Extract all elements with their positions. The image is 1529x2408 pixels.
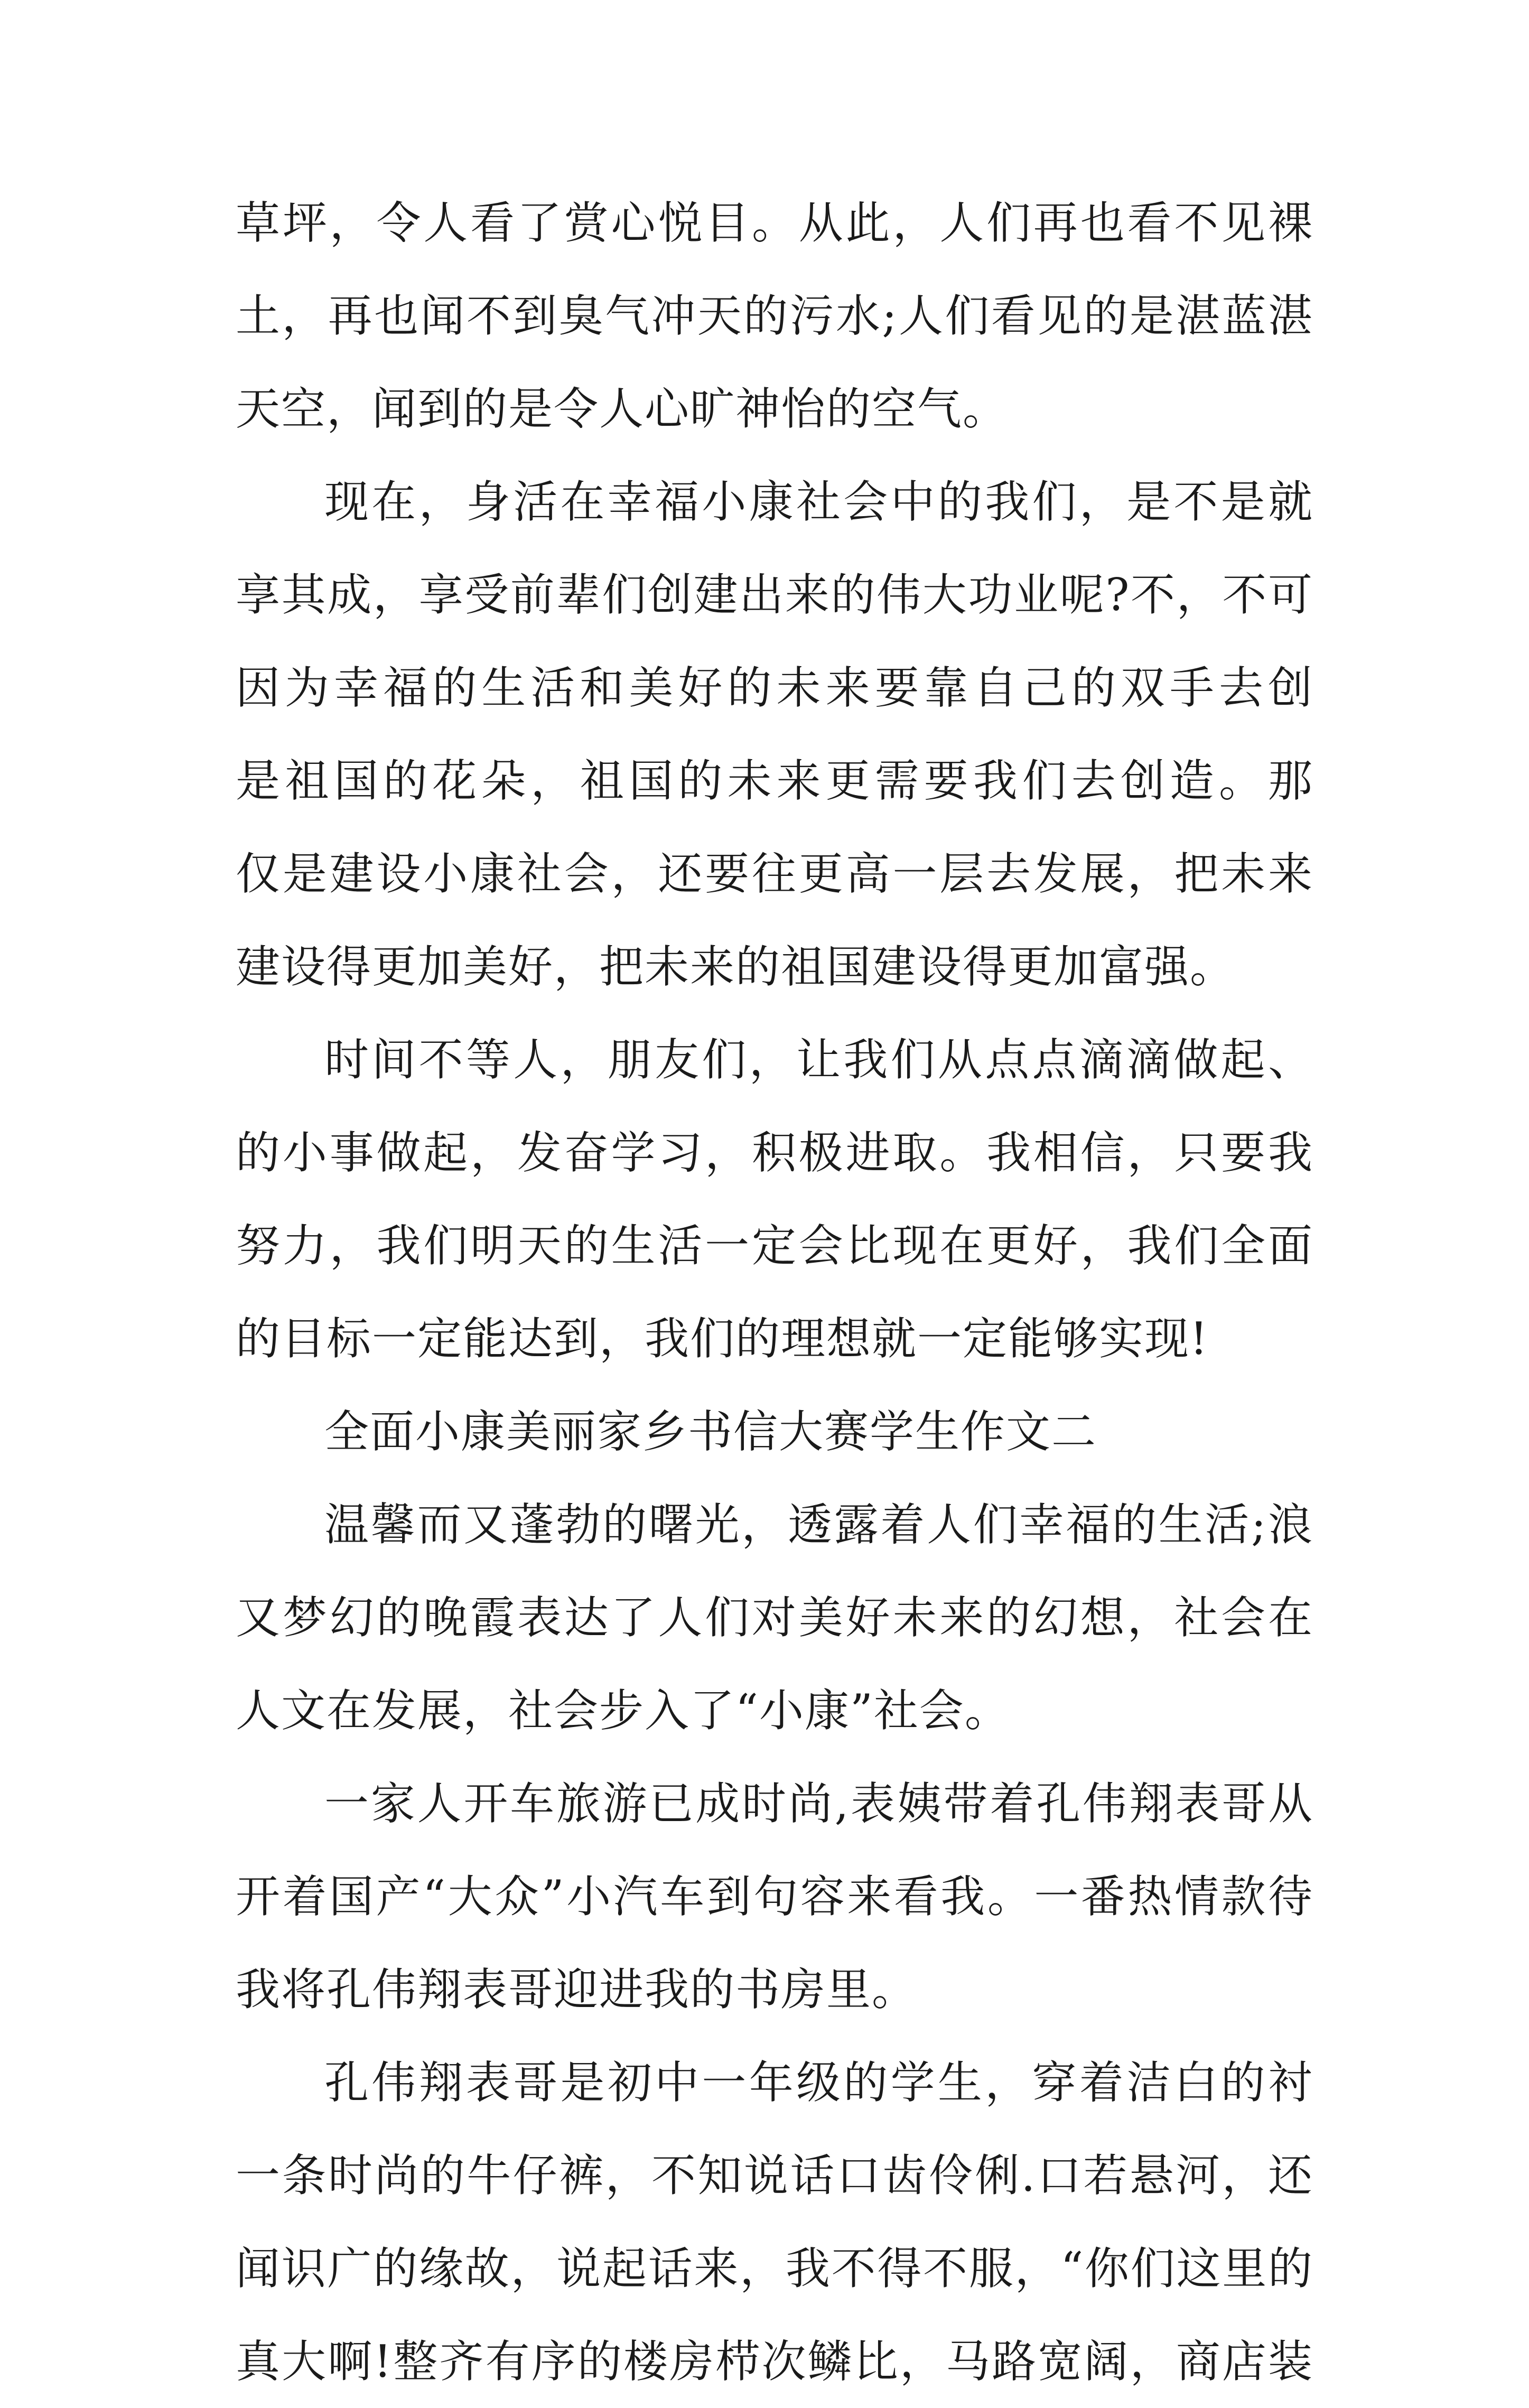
document-body — [236, 176, 1313, 2408]
text-line-12: 努力，我们明天的生活一定会比现在更好，我们全面 — [236, 1220, 1313, 1272]
text-line-16: 又梦幻的晚霞表达了人们对美好未来的幻想，社会在 — [236, 1592, 1313, 1644]
text-line-10: 时间不等人，朋友们，让我们从点点滴滴做起、 — [324, 1034, 1313, 1086]
section-title: 全面小康美丽家乡书信大赛学生作文二 — [324, 1406, 1097, 1458]
text-line-4: 现在，身活在幸福小康社会中的我们，是不是就 — [324, 476, 1313, 528]
text-line-18: 一家人开车旅游已成时尚,表姨带着孔伟翔表哥从 — [324, 1778, 1313, 1830]
text-line-8: 仅是建设小康社会，还要往更高一层去发展，把未来 — [236, 848, 1313, 900]
text-line-17: 人文在发展，社会步入了“小康”社会。 — [236, 1685, 1010, 1737]
text-line-11: 的小事做起，发奋学习，积极进取。我相信，只要我 — [236, 1127, 1313, 1179]
text-line-22: 一条时尚的牛仔裤，不知说话口齿伶俐.口若悬河，还 — [236, 2150, 1313, 2201]
text-line-20: 我将孔伟翔表哥迎进我的书房里。 — [236, 1964, 918, 2015]
text-line-3: 天空，闻到的是令人心旷神怡的空气。 — [236, 383, 1009, 435]
text-line-7: 是祖国的花朵，祖国的未来更需要我们去创造。那 — [236, 755, 1313, 807]
text-line-23: 闻识广的缘故，说起话来，我不得不服，“你们这里的 — [236, 2243, 1313, 2294]
text-line-5: 享其成，享受前辈们创建出来的伟大功业呢?不，不可 — [236, 569, 1313, 621]
text-line-21: 孔伟翔表哥是初中一年级的学生，穿着洁白的衬 — [324, 2057, 1313, 2108]
text-line-6: 因为幸福的生活和美好的未来要靠自己的双手去创 — [236, 662, 1313, 714]
text-line-19: 开着国产“大众”小汽车到句容来看我。一番热情款待 — [236, 1871, 1313, 1922]
text-line-15: 温馨而又蓬勃的曙光，透露着人们幸福的生活;浪 — [324, 1499, 1313, 1551]
text-line-2: 土，再也闻不到臭气冲天的污水;人们看见的是湛蓝湛 — [236, 290, 1313, 342]
text-line-9: 建设得更加美好，把未来的祖国建设得更加富强。 — [236, 941, 1236, 993]
text-line-13: 的目标一定能达到，我们的理想就一定能够实现! — [236, 1313, 1209, 1365]
text-line-24: 真大啊!整齐有序的楼房栉次鳞比，马路宽阔，商店装 — [236, 2336, 1313, 2387]
text-line-1: 草坪，令人看了赏心悦目。从此，人们再也看不见裸 — [236, 197, 1313, 249]
